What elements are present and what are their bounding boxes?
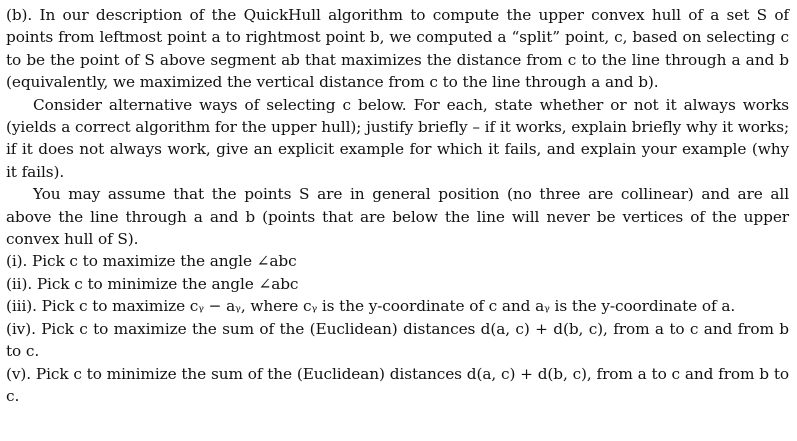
option-v: (v). Pick c to minimize the sum of the (Euclidean) distances d(a, c) + d(b, c), from a to c and from b to c. xyxy=(6,364,789,405)
option-ii: (ii). Pick c to minimize the angle ∠abc xyxy=(6,274,299,293)
part-b-paragraph: (b). In our description of the QuickHull algorithm to compute the upper convex hull of a set S of points from leftmost point a to rightmost point b, we computed a “split” point, c, based on selecting c to be the point of S above segment ab that maximizes the distance from c to the line through a and b (equivalently, we maximized the vertical distance from c to the line through a and b). xyxy=(6,6,789,92)
option-i: (i). Pick c to maximize the angle ∠abc xyxy=(6,252,297,271)
assumption-paragraph: You may assume that the points S are in general position (no three are collinear) and are all above the line through a and b (points that are below the line will never be vertices of the upper convex hull of S). xyxy=(6,185,789,249)
option-iv: (iv). Pick c to maximize the sum of the (Euclidean) distances d(a, c) + d(b, c), from a to c and from b to c. xyxy=(6,319,789,361)
consider-paragraph: Consider alternative ways of selecting c below. For each, state whether or not it always works (yields a correct algorithm for the upper hull); justify briefly – if it works, explain briefly why it works; if it does not always work, give an explicit example for which it fails, and explain your example (why it fails). xyxy=(6,95,789,181)
option-iii: (iii). Pick c to maximize cᵧ − aᵧ, where cᵧ is the y-coordinate of c and aᵧ is the y-coordinate of a. xyxy=(6,297,736,316)
